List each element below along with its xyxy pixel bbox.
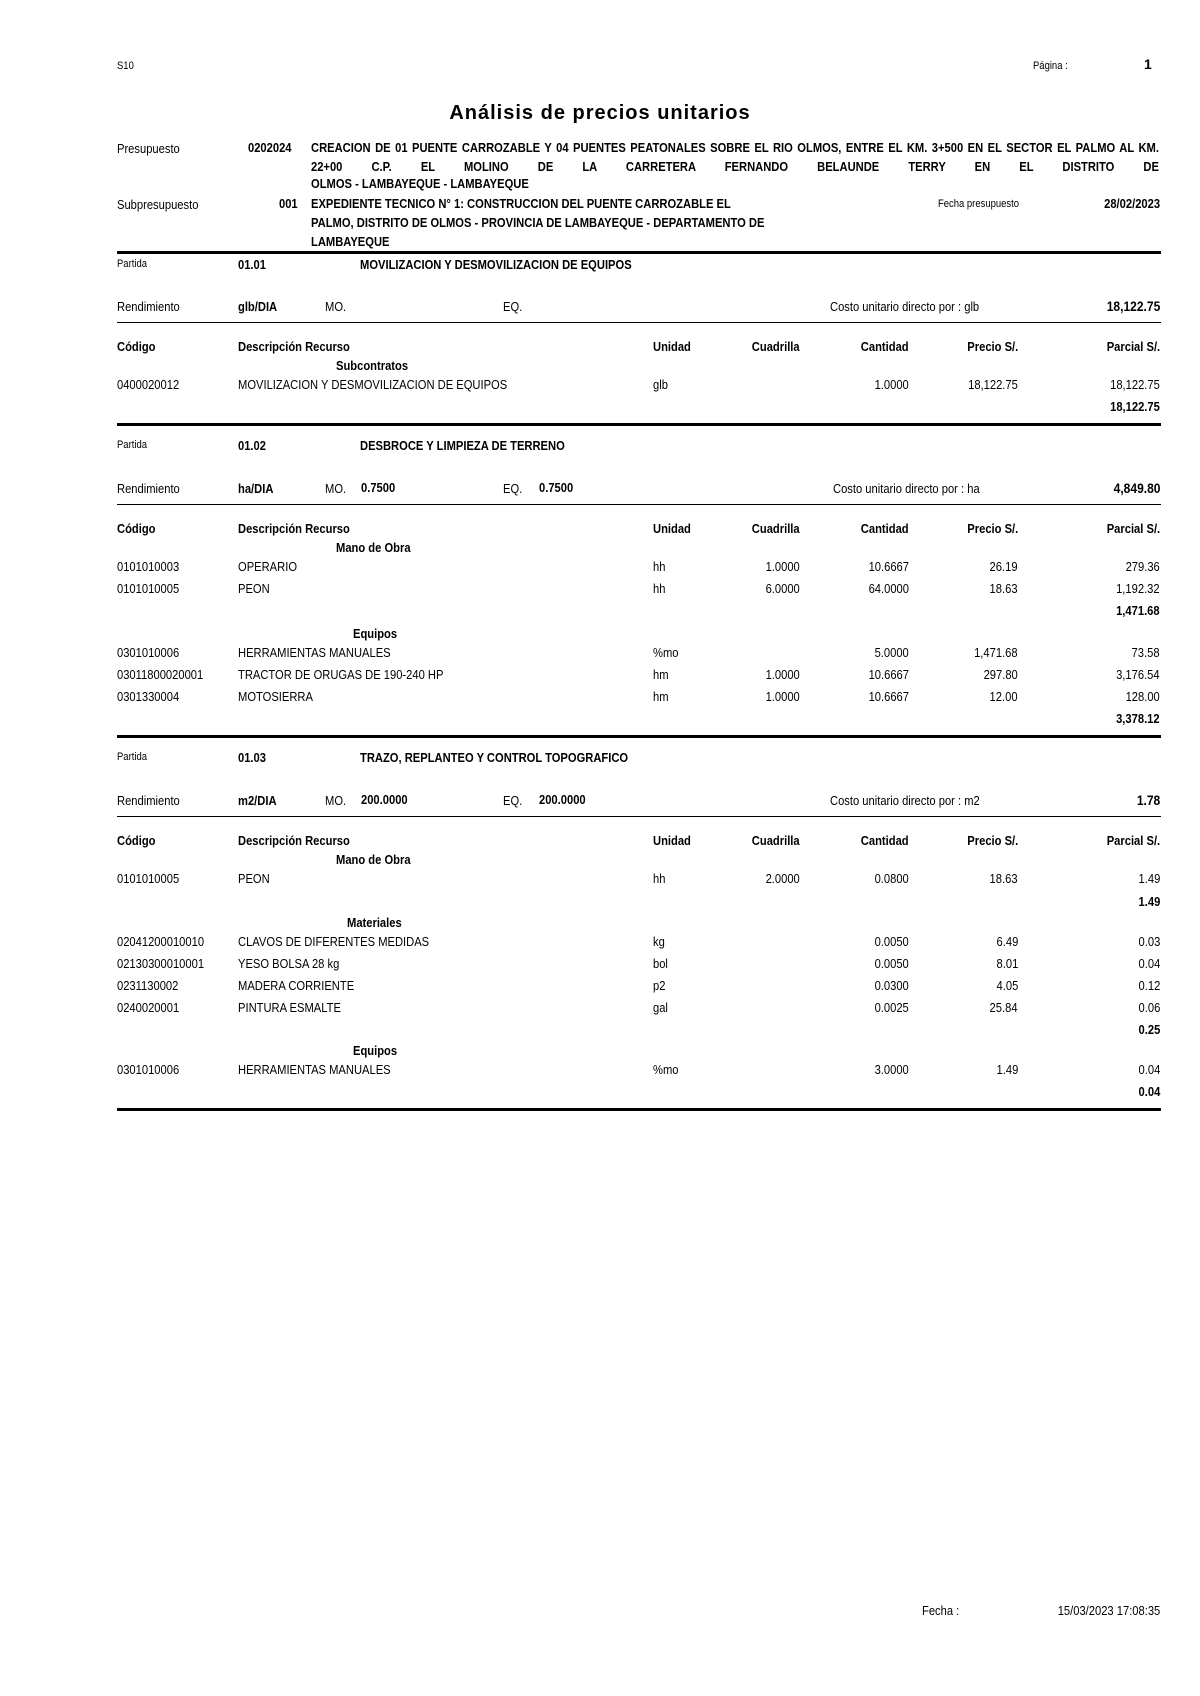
col-header-codigo: Código: [117, 339, 156, 354]
row-cantidad: 1.0000: [874, 377, 909, 392]
row-unidad: hm: [653, 667, 669, 682]
row-cuadrilla: 1.0000: [765, 689, 800, 704]
row-cantidad: 64.0000: [868, 581, 909, 596]
row-unidad: gal: [653, 1000, 668, 1015]
row-codigo: 0400020012: [117, 377, 180, 392]
eq-value: 200.0000: [539, 792, 586, 807]
row-codigo: 0301330004: [117, 689, 180, 704]
row-cantidad: 5.0000: [874, 645, 909, 660]
row-descripcion: PINTURA ESMALTE: [238, 1000, 341, 1015]
row-unidad: hh: [653, 559, 666, 574]
row-precio: 1,471.68: [974, 645, 1018, 660]
row-descripcion: HERRAMIENTAS MANUALES: [238, 645, 391, 660]
mo-label: MO.: [325, 793, 347, 808]
section-divider: [117, 1108, 1161, 1111]
row-cantidad: 0.0300: [874, 978, 909, 993]
row-parcial: 0.03: [1138, 934, 1160, 949]
presupuesto-label: Presupuesto: [117, 141, 180, 156]
eq-value: 0.7500: [539, 480, 574, 495]
row-precio: 6.49: [996, 934, 1018, 949]
mo-value: 200.0000: [361, 792, 408, 807]
presupuesto-desc-line: CREACION DE 01 PUENTE CARROZABLE Y 04 PUENTES PEATONALES SOBRE EL RIO OLMOS, ENTRE EL KM. 3+500 EN EL: [311, 140, 1002, 155]
row-descripcion: PEON: [238, 581, 270, 596]
group-title: Subcontratos: [336, 358, 409, 373]
partida-code: 01.01: [238, 257, 266, 272]
row-precio: 18.63: [990, 581, 1018, 596]
section-divider: [117, 735, 1161, 738]
row-parcial: 0.12: [1138, 978, 1160, 993]
col-header-cantidad: Cantidad: [861, 339, 909, 354]
partida-name: TRAZO, REPLANTEO Y CONTROL TOPOGRAFICO: [360, 750, 629, 765]
partida-name: DESBROCE Y LIMPIEZA DE TERRENO: [360, 438, 565, 453]
row-precio: 4.05: [996, 978, 1018, 993]
group-subtotal: 0.04: [1138, 1084, 1160, 1099]
row-cantidad: 0.0025: [874, 1000, 909, 1015]
costo-unitario-value: 4,849.80: [1113, 480, 1160, 496]
group-title: Equipos: [353, 626, 398, 641]
col-header-cantidad: Cantidad: [861, 521, 909, 536]
row-precio: 25.84: [990, 1000, 1018, 1015]
row-cantidad: 10.6667: [868, 689, 909, 704]
row-unidad: hh: [653, 581, 666, 596]
row-cantidad: 0.0800: [874, 871, 909, 886]
row-descripcion: MOVILIZACION Y DESMOVILIZACION DE EQUIPOS: [238, 377, 508, 392]
row-parcial: 0.06: [1138, 1000, 1160, 1015]
eq-label: EQ.: [503, 299, 523, 314]
fecha-presupuesto-label: Fecha presupuesto: [938, 198, 1019, 210]
page-label: Página :: [1033, 60, 1068, 72]
page-title: Análisis de precios unitarios: [449, 102, 751, 124]
group-subtotal: 1,471.68: [1116, 603, 1160, 618]
footer-fecha-label: Fecha :: [922, 1603, 960, 1618]
col-header-precio: Precio S/.: [967, 833, 1018, 848]
col-header-codigo: Código: [117, 521, 156, 536]
row-unidad: bol: [653, 956, 668, 971]
row-precio: 18,122.75: [968, 377, 1018, 392]
row-descripcion: MADERA CORRIENTE: [238, 978, 355, 993]
row-unidad: p2: [653, 978, 666, 993]
group-title: Equipos: [353, 1043, 398, 1058]
row-cantidad: 10.6667: [868, 559, 909, 574]
row-cantidad: 3.0000: [874, 1062, 909, 1077]
row-precio: 12.00: [990, 689, 1018, 704]
costo-unitario-label: Costo unitario directo por : m2: [830, 793, 980, 808]
row-parcial: 73.58: [1132, 645, 1160, 660]
group-title: Mano de Obra: [336, 540, 411, 555]
rendimiento-unit: ha/DIA: [238, 481, 274, 496]
row-codigo: 0301010006: [117, 1062, 180, 1077]
row-cantidad: 0.0050: [874, 956, 909, 971]
row-codigo: 02130300010001: [117, 956, 205, 971]
subpresupuesto-label: Subpresupuesto: [117, 197, 199, 212]
page-number: 1: [1144, 56, 1152, 72]
rendimiento-label: Rendimiento: [117, 481, 180, 496]
row-precio: 18.63: [990, 871, 1018, 886]
col-header-cuadrilla: Cuadrilla: [752, 833, 800, 848]
row-precio: 1.49: [996, 1062, 1018, 1077]
row-parcial: 1,192.32: [1116, 581, 1160, 596]
group-subtotal: 18,122.75: [1110, 399, 1160, 414]
section-divider: [117, 423, 1161, 426]
row-codigo: 03011800020001: [117, 667, 204, 682]
partida-label: Partida: [117, 439, 147, 451]
app-code: S10: [117, 60, 134, 72]
mo-label: MO.: [325, 481, 347, 496]
presupuesto-desc-line: OLMOS - LAMBAYEQUE - LAMBAYEQUE: [311, 176, 529, 191]
row-codigo: 0301010006: [117, 645, 180, 660]
subpresupuesto-desc-line: PALMO, DISTRITO DE OLMOS - PROVINCIA DE LAMBAYEQUE - DEPARTAMENTO DE: [311, 215, 765, 230]
col-header-precio: Precio S/.: [967, 339, 1018, 354]
col-header-parcial: Parcial S/.: [1106, 833, 1160, 848]
row-descripcion: HERRAMIENTAS MANUALES: [238, 1062, 391, 1077]
partida-name: MOVILIZACION Y DESMOVILIZACION DE EQUIPOS: [360, 257, 632, 272]
row-unidad: kg: [653, 934, 665, 949]
partida-label: Partida: [117, 258, 147, 270]
row-parcial: 1.49: [1138, 871, 1160, 886]
group-subtotal: 3,378.12: [1116, 711, 1160, 726]
costo-unitario-label: Costo unitario directo por : ha: [833, 481, 980, 496]
row-unidad: glb: [653, 377, 668, 392]
group-title: Mano de Obra: [336, 852, 411, 867]
mo-value: 0.7500: [361, 480, 396, 495]
subpresupuesto-desc-line: EXPEDIENTE TECNICO N° 1: CONSTRUCCION DEL PUENTE CARROZABLE EL: [311, 196, 731, 211]
costo-unitario-value: 1.78: [1136, 792, 1160, 808]
partida-label: Partida: [117, 751, 147, 763]
row-precio: 297.80: [983, 667, 1018, 682]
row-precio: 8.01: [996, 956, 1018, 971]
col-header-precio: Precio S/.: [967, 521, 1018, 536]
col-header-unidad: Unidad: [653, 521, 691, 536]
mo-label: MO.: [325, 299, 347, 314]
costo-unitario-label: Costo unitario directo por : glb: [830, 299, 980, 314]
presupuesto-desc-line: SECTOR EL PALMO AL KM. 22+00 C.P. EL MOLINO DE LA CARRETERA FERNANDO BELAUNDE TERRY EN EL DISTRITO DE: [311, 140, 1159, 174]
row-codigo: 02041200010010: [117, 934, 205, 949]
row-codigo: 0101010005: [117, 871, 180, 886]
row-cuadrilla: 2.0000: [765, 871, 800, 886]
row-cantidad: 10.6667: [868, 667, 909, 682]
row-cantidad: 0.0050: [874, 934, 909, 949]
row-cuadrilla: 1.0000: [765, 559, 800, 574]
row-cuadrilla: 6.0000: [765, 581, 800, 596]
rendimiento-label: Rendimiento: [117, 793, 180, 808]
footer-fecha-value: 15/03/2023 17:08:35: [1057, 1603, 1160, 1618]
row-parcial: 0.04: [1138, 956, 1160, 971]
costo-unitario-value: 18,122.75: [1106, 298, 1160, 314]
subpresupuesto-code: 001: [279, 196, 298, 211]
fecha-presupuesto-value: 28/02/2023: [1104, 196, 1160, 211]
group-title: Materiales: [347, 915, 402, 930]
col-header-descripcion: Descripción Recurso: [238, 521, 350, 536]
row-unidad: hm: [653, 689, 669, 704]
row-codigo: 0240020001: [117, 1000, 180, 1015]
subpresupuesto-desc-line: LAMBAYEQUE: [311, 234, 390, 249]
col-header-cuadrilla: Cuadrilla: [752, 339, 800, 354]
row-unidad: hh: [653, 871, 666, 886]
row-parcial: 0.04: [1138, 1062, 1160, 1077]
eq-label: EQ.: [503, 481, 523, 496]
col-header-parcial: Parcial S/.: [1106, 521, 1160, 536]
row-parcial: 18,122.75: [1110, 377, 1160, 392]
row-codigo: 0231130002: [117, 978, 179, 993]
rendimiento-unit: glb/DIA: [238, 299, 278, 314]
row-precio: 26.19: [990, 559, 1018, 574]
rendimiento-label: Rendimiento: [117, 299, 180, 314]
col-header-codigo: Código: [117, 833, 156, 848]
group-subtotal: 1.49: [1138, 894, 1160, 909]
group-subtotal: 0.25: [1138, 1022, 1160, 1037]
col-header-parcial: Parcial S/.: [1106, 339, 1160, 354]
section-divider: [117, 322, 1161, 323]
row-cuadrilla: 1.0000: [765, 667, 800, 682]
row-descripcion: MOTOSIERRA: [238, 689, 313, 704]
section-divider: [117, 251, 1161, 254]
row-descripcion: YESO BOLSA 28 kg: [238, 956, 340, 971]
section-divider: [117, 816, 1161, 817]
presupuesto-code: 0202024: [248, 140, 292, 155]
col-header-descripcion: Descripción Recurso: [238, 339, 350, 354]
col-header-cantidad: Cantidad: [861, 833, 909, 848]
partida-code: 01.02: [238, 438, 266, 453]
row-unidad: %mo: [653, 645, 679, 660]
eq-label: EQ.: [503, 793, 523, 808]
row-codigo: 0101010003: [117, 559, 180, 574]
col-header-unidad: Unidad: [653, 833, 691, 848]
row-parcial: 128.00: [1125, 689, 1160, 704]
row-codigo: 0101010005: [117, 581, 180, 596]
col-header-cuadrilla: Cuadrilla: [752, 521, 800, 536]
row-descripcion: PEON: [238, 871, 270, 886]
row-descripcion: CLAVOS DE DIFERENTES MEDIDAS: [238, 934, 430, 949]
rendimiento-unit: m2/DIA: [238, 793, 277, 808]
row-unidad: %mo: [653, 1062, 679, 1077]
row-parcial: 3,176.54: [1116, 667, 1160, 682]
col-header-unidad: Unidad: [653, 339, 691, 354]
row-parcial: 279.36: [1125, 559, 1160, 574]
partida-code: 01.03: [238, 750, 266, 765]
col-header-descripcion: Descripción Recurso: [238, 833, 350, 848]
section-divider: [117, 504, 1161, 505]
row-descripcion: OPERARIO: [238, 559, 298, 574]
row-descripcion: TRACTOR DE ORUGAS DE 190-240 HP: [238, 667, 444, 682]
